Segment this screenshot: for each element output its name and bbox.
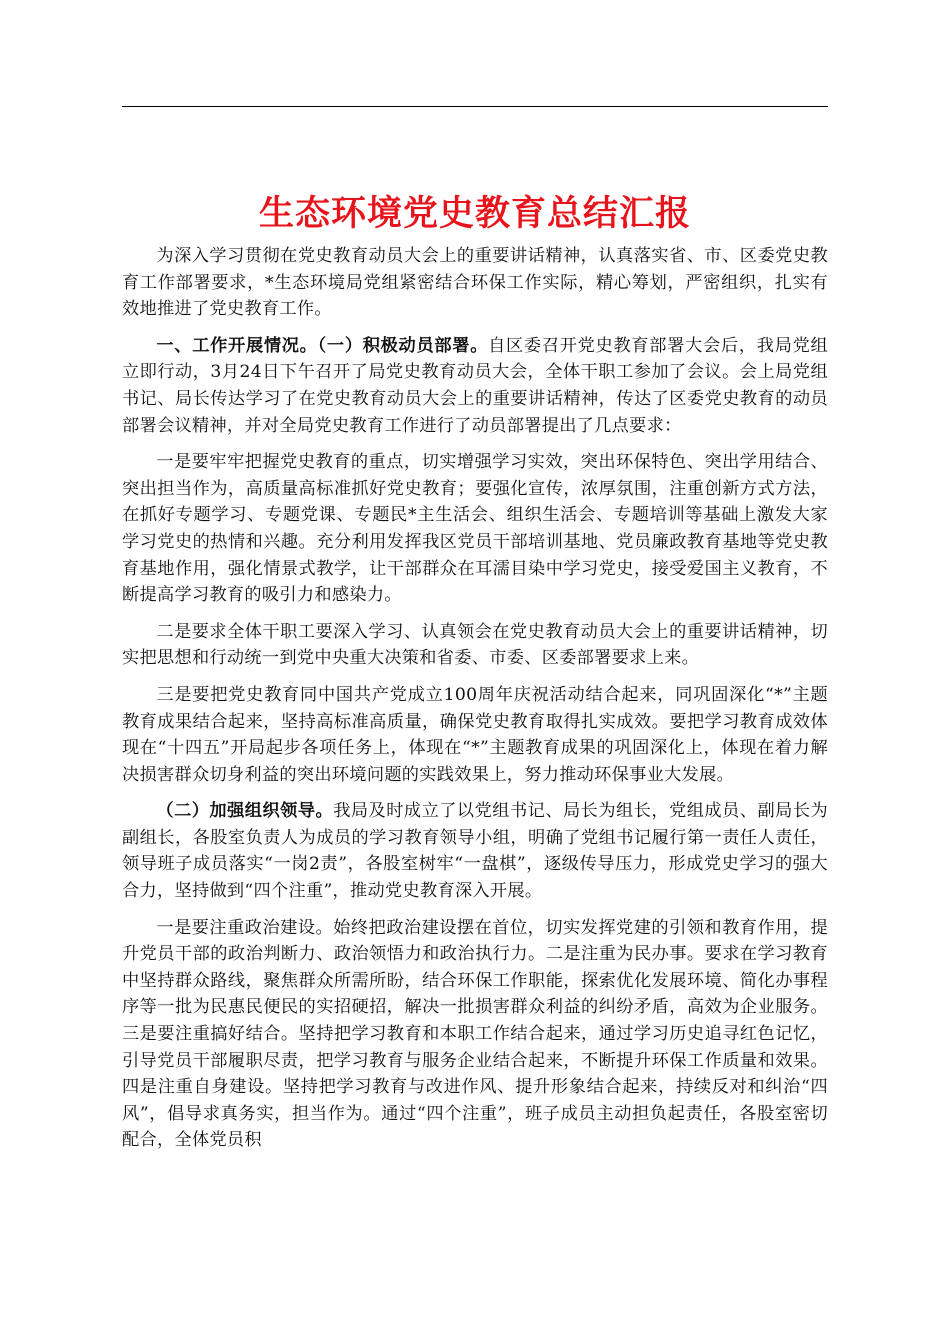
paragraph-requirement-2 [122,619,828,672]
paragraph-text: 自区委召开党史教育部署大会后，我局党组立即行动，3月24日下午召开了局党史教育动员大会，全体干职工参加了会议。会上局党组书记、局长传达学习了在党史教育动员大会上的重要讲话精神，传达了区委党史教育的动员部署会议精神，并对全局党史教育工作进行了动员部署提出了几点要求： [122,335,828,436]
section-heading: 一、工作开展情况。（一）积极动员部署。 [156,335,489,356]
paragraph-text: 一是要注重政治建设。始终把政治建设摆在首位，切实发挥党建的引领和教育作用，提升党员干部的政治判断力、政治领悟力和政治执行力。二是注重为民办事。要求在学习教育中坚持群众路线，聚焦群众所需所盼，结合环保工作职能，探索优化发展环境、简化办事程序等一批为民惠民便民的实招硬招，解决一批损害群众利益的纠纷矛盾，高效为企业服务。三是要注重搞好结合。坚持把学习教育和本职工作结合起来，通过学习历史追寻红色记忆，引导党员干部履职尽责，把学习教育与服务企业结合起来，不断提升环保工作质量和效果。四是注重自身建设。坚持把学习教育与改进作风、提升形象结合起来，持续反对和纠治“四风”，倡导求真务实，担当作为。通过“四个注重”，班子成员主动担负起责任，各股室密切配合，全体党员积 [122,917,828,1151]
document-title: 生态环境党史教育总结汇报 [258,193,691,234]
paragraph-requirement-3 [122,682,828,788]
paragraph-four-emphases [122,915,828,1154]
paragraph-text: 二是要求全体干职工要深入学习、认真领会在党史教育动员大会上的重要讲话精神，切实把思想和行动统一到党中央重大决策和省委、市委、区委部署要求上来。 [122,621,828,669]
paragraph-requirement-1 [122,449,828,609]
document-body [122,243,828,1164]
section-heading: （二）加强组织领导。 [156,801,334,822]
paragraph-text: 为深入学习贯彻在党史教育动员大会上的重要讲话精神，认真落实省、市、区委党史教育工作部署要求，*生态环境局党组紧密结合环保工作实际，精心筹划，严密组织，扎实有效地推进了党史教育工作。 [122,246,828,320]
paragraph-intro [122,243,828,323]
paragraph-section-2 [122,798,828,904]
paragraph-section-1 [122,333,828,439]
paragraph-text: 我局及时成立了以党组书记、局长为组长，党组成员、副局长为副组长，各股室负责人为成员的学习教育领导小组，明确了党组书记履行第一责任人责任，领导班子成员落实“一岗2责”，各股室树牢“一盘棋”，逐级传导压力，形成党史学习的强大合力，坚持做到“四个注重”，推动党史教育深入开展。 [122,801,828,902]
header-rule [122,106,828,107]
paragraph-text: 一是要牢牢把握党史教育的重点，切实增强学习实效，突出环保特色、突出学用结合、突出担当作为，高质量高标准抓好党史教育；要强化宣传，浓厚氛围，注重创新方式方法，在抓好专题学习、专题党课、专题民*主生活会、组织生活会、专题培训等基础上激发大家学习党史的热情和兴趣。充分利用发挥我区党员干部培训基地、党员廉政教育基地等党史教育基地作用，强化情景式教学，让干部群众在耳濡目染中学习党史，接受爱国主义教育，不断提高学习教育的吸引力和感染力。 [122,452,828,606]
paragraph-text: 三是要把党史教育同中国共产党成立100周年庆祝活动结合起来，同巩固深化“*”主题教育成果结合起来，坚持高标准高质量，确保党史教育取得扎实成效。要把学习教育成效体现在“十四五”开局起步各项任务上，体现在“*”主题教育成果的巩固深化上，体现在着力解决损害群众切身利益的突出环境问题的实践效果上，努力推动环保事业大发展。 [122,684,828,785]
